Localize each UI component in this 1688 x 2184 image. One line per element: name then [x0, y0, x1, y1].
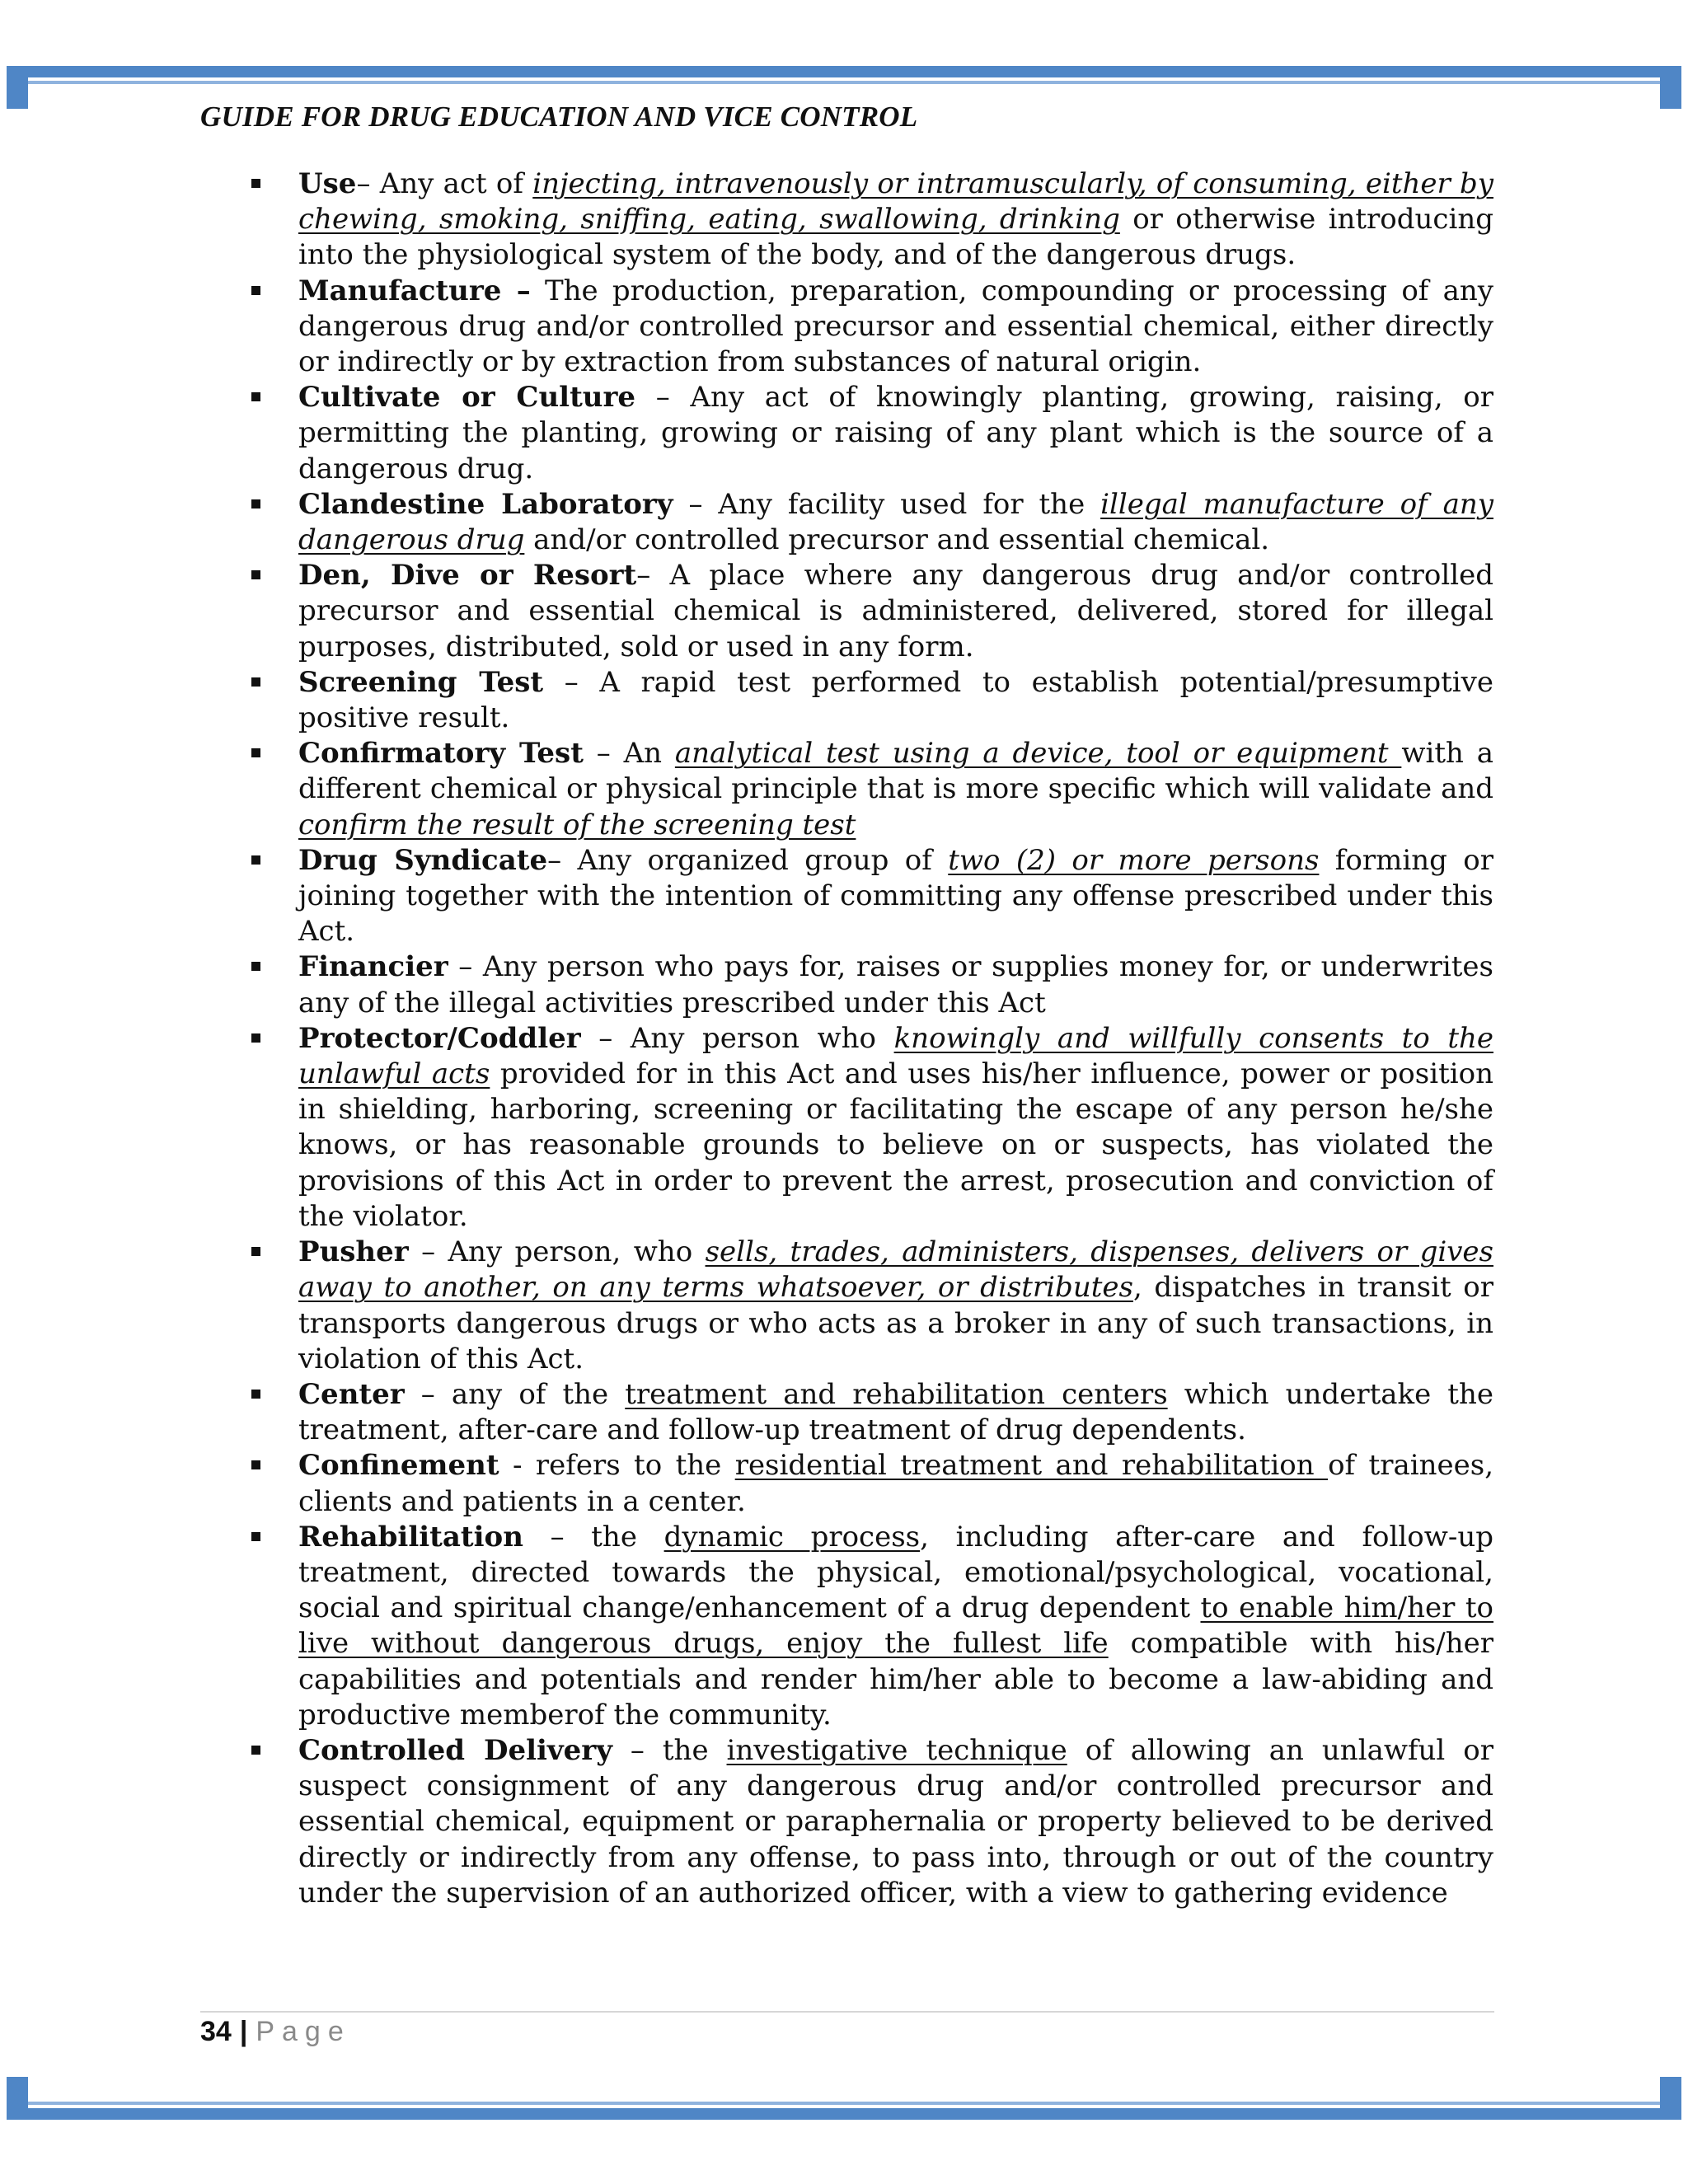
definition-term: Pusher: [298, 1235, 409, 1269]
definition-item: [247, 1448, 1493, 1519]
page-footer: [200, 2016, 351, 2048]
definition-text: – Any person who pays for, raises or supplies money for, or underwrites any of the illegal activities prescribed under this Act: [298, 950, 1493, 1019]
emphasized-text: investigative technique: [726, 1733, 1067, 1767]
definition-item: [247, 1021, 1493, 1235]
definition-item: [247, 1377, 1493, 1448]
definition-text: , dispatches in transit or transports dangerous drugs or who acts as a broker in any of such transactions, in violation of this Act.: [298, 1271, 1493, 1376]
definition-text: – A rapid test performed to establish potential/presumptive positive result.: [298, 665, 1494, 735]
emphasized-text: analytical test using a device, tool or equipment: [674, 737, 1402, 771]
definition-item: [247, 274, 1493, 381]
bottom-left-corner: [7, 2077, 28, 2120]
definition-text: and/or controlled precursor and essential chemical.: [524, 523, 1270, 557]
definition-text: provided for in this Act and uses his/her influence, power or position in shielding, harboring, screening or facilitating the escape of any person he/she knows, or has reasonable grounds to believe on or suspects, has violated the provisions of this Act in order to prevent the arrest, prosecution and conviction of the violator.: [298, 1057, 1493, 1233]
definition-item: [247, 380, 1493, 487]
square-bullet-icon: [251, 677, 260, 687]
definition-text: – A place where any dangerous drug and/or controlled precursor and essential chemical is administered, delivered, stored for illegal purposes, distributed, sold or used in any form.: [298, 559, 1493, 663]
definition-term: Manufacture –: [298, 274, 531, 307]
definition-item: [247, 558, 1493, 665]
definition-term: Financier: [298, 950, 448, 984]
definition-text: of trainees, clients and patients in a center.: [298, 1449, 1493, 1518]
definition-term: Den, Dive or Resort: [298, 559, 637, 593]
emphasized-text: injecting, intravenously or intramuscularly, of consuming, either by chewing, smoking, sniffing, eating, swallowing, drinking: [298, 167, 1493, 237]
bottom-right-corner: [1660, 2077, 1681, 2120]
emphasized-text: sells, trades, administers, dispenses, delivers or gives away to another, on any terms whatsoever, or distributes: [298, 1235, 1493, 1305]
square-bullet-icon: [251, 1247, 260, 1256]
definition-term: Controlled Delivery: [298, 1733, 612, 1767]
definition-text: forming or joining together with the intention of committing any offense prescribed under this Act.: [298, 843, 1494, 949]
square-bullet-icon: [251, 748, 260, 757]
definition-text: of allowing an unlawful or suspect consignment of any dangerous drug and/or controlled precursor and essential chemical, equipment or paraphernalia or property believed to be derived directly or indirectly from any offense, to pass into, through or out of the country under the supervision of an authorized officer, with a view to gathering evidence: [298, 1733, 1493, 1910]
definition-text: – Any act of knowingly planting, growing, raising, or permitting the planting, growing or raising of any plant which is the source of a dangerous drug.: [298, 381, 1494, 485]
running-header: GUIDE FOR DRUG EDUCATION AND VICE CONTROL: [200, 101, 918, 133]
definition-text: – Any act of: [356, 167, 533, 200]
emphasized-text: treatment and rehabilitation centers: [625, 1377, 1168, 1411]
definition-term: Protector/Coddler: [298, 1021, 581, 1055]
definition-term: Clandestine Laboratory: [298, 487, 673, 521]
square-bullet-icon: [251, 1746, 260, 1755]
square-bullet-icon: [251, 1460, 260, 1469]
top-border-bar: [7, 66, 1681, 77]
definition-term: Confirmatory Test: [298, 737, 584, 771]
page-label: Page: [256, 2016, 351, 2047]
footer-divider: [200, 2011, 1494, 2013]
top-right-corner: [1660, 66, 1681, 109]
square-bullet-icon: [251, 499, 260, 509]
emphasized-text: knowingly and willfully consents to the unlawful acts: [298, 1021, 1493, 1091]
square-bullet-icon: [251, 1033, 260, 1043]
emphasized-text: confirm the result of the screening test: [298, 808, 856, 841]
definitions-section: [247, 166, 1493, 1911]
definition-text: – Any facility used for the: [673, 487, 1101, 521]
square-bullet-icon: [251, 570, 260, 579]
definition-text: The production, preparation, compounding or processing of any dangerous drug and/or controlled precursor and essential chemical, either directly or indirectly or by extraction from substances of natural origin.: [298, 274, 1493, 379]
definition-text: which undertake the treatment, after-care and follow-up treatment of drug dependents.: [298, 1377, 1493, 1447]
emphasized-text: to enable him/her to live without dangerous drugs, enjoy the fullest life: [298, 1591, 1494, 1661]
square-bullet-icon: [251, 1532, 260, 1541]
definition-item: [247, 949, 1493, 1020]
square-bullet-icon: [251, 962, 260, 971]
emphasized-text: residential treatment and rehabilitation: [734, 1449, 1329, 1483]
definition-item: [247, 166, 1493, 274]
definition-item: [247, 665, 1493, 736]
definition-text: – Any person, who: [408, 1235, 706, 1269]
page-number: 34: [200, 2016, 232, 2047]
definition-text: – An: [583, 737, 675, 771]
definition-item: [247, 1235, 1493, 1377]
emphasized-text: dynamic process: [663, 1520, 921, 1554]
emphasized-text: illegal manufacture of any dangerous drug: [298, 487, 1493, 557]
definition-item: [247, 843, 1493, 950]
square-bullet-icon: [251, 392, 260, 401]
definition-text: – Any person who: [580, 1021, 894, 1055]
definition-term: Cultivate or Culture: [298, 381, 636, 415]
definition-text: – the: [612, 1733, 727, 1767]
emphasized-text: two (2) or more persons: [948, 843, 1320, 877]
definitions-list: [247, 166, 1493, 1911]
definition-term: Use: [298, 167, 357, 200]
definition-term: Screening Test: [298, 665, 544, 699]
definition-text: compatible with his/her capabilities and potentials and render him/her able to become a law-abiding and productive memberof the community.: [298, 1627, 1493, 1732]
definition-item: [247, 736, 1493, 843]
top-left-corner: [7, 66, 28, 109]
square-bullet-icon: [251, 179, 260, 188]
bottom-border-inner-line: [7, 2102, 1681, 2105]
definition-term: Rehabilitation: [298, 1520, 523, 1554]
definition-item: [247, 1733, 1493, 1911]
definition-text: - refers to the: [499, 1449, 735, 1483]
top-border-inner-line: [7, 81, 1681, 84]
footer-separator: |: [239, 2016, 248, 2047]
square-bullet-icon: [251, 855, 260, 865]
definition-item: [247, 487, 1493, 558]
square-bullet-icon: [251, 1390, 260, 1399]
definition-term: Confinement: [298, 1449, 499, 1483]
definition-term: Drug Syndicate: [298, 843, 548, 877]
definition-text: – any of the: [404, 1377, 626, 1411]
definition-text: or otherwise introducing into the physiological system of the body, and of the dangerous drugs.: [298, 203, 1493, 272]
definition-text: , including after-care and follow-up treatment, directed towards the physical, emotional/psychological, vocational, social and spiritual change/enhancement of a drug dependent: [298, 1520, 1494, 1625]
bottom-border-bar: [7, 2108, 1681, 2120]
definition-text: – Any organized group of: [547, 843, 949, 877]
square-bullet-icon: [251, 286, 260, 295]
definition-text: with a different chemical or physical principle that is more specific which will validate and: [298, 737, 1494, 806]
definition-item: [247, 1520, 1493, 1733]
definition-text: – the: [523, 1520, 664, 1554]
definition-term: Center: [298, 1377, 405, 1411]
